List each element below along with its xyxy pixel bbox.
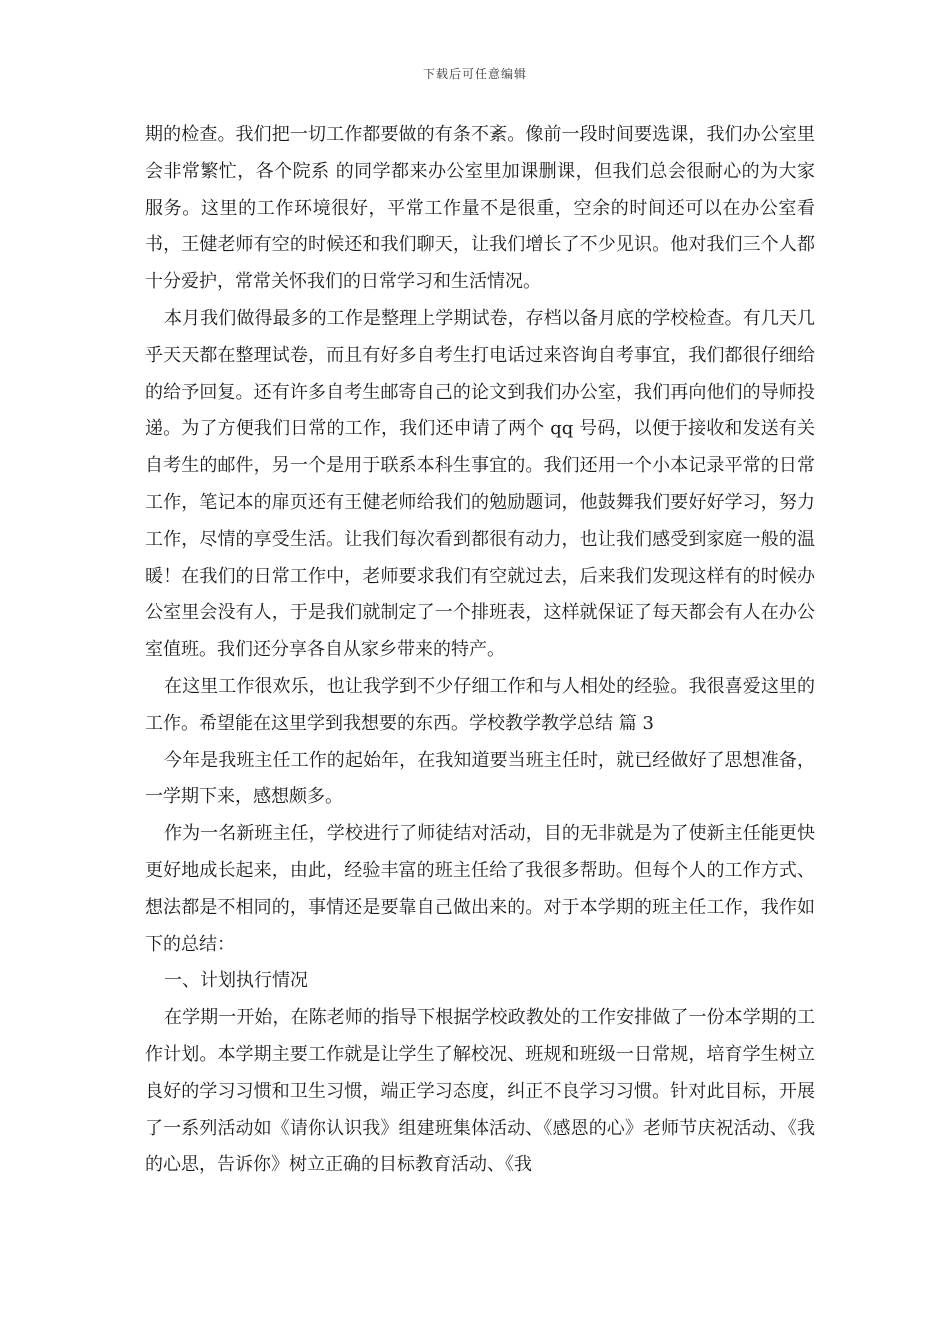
paragraph: 期的检查。我们把一切工作都要做的有条不紊。像前一段时间要选课，我们办公室里会非常繁忙，各个院系 的同学都来办公室里加课删课，但我们总会很耐心的为大家服务。这里的工作环境很好，平常工作量不是很重，空余的时间还可以在办公室看书，王健老师有空的时候还和我们聊天，让我们增长了不少见识。他对我们三个人都十分爱护，常常关怀我们的日常学习和生活情况。 xyxy=(145,124,815,293)
section-heading: 一、计划执行情况 xyxy=(164,970,308,992)
paragraph: 在学期一开始，在陈老师的指导下根据学校政教处的工作安排做了一份本学期的工作计划。本学期主要工作就是让学生了解校况、班规和班级一日常规，培育学生树立良好的学习习惯和卫生习惯，端正学习态度，纠正不良学习习惯。针对此目标，开展了一系列活动如《请你认识我》组建班集体活动、《感恩的心》老师节庆祝活动、《我的心思，告诉你》树立正确的目标教育活动、《我 xyxy=(145,1007,815,1176)
paragraph: 作为一名新班主任，学校进行了师徒结对活动，目的无非就是为了使新主任能更快更好地成长起来，由此，经验丰富的班主任给了我很多帮助。但每个人的工作方式、想法都是不相同的，事情还是要靠自己做出来的。对于本学期的班主任工作，我作如下的总结： xyxy=(145,823,815,955)
page-header: 下载后可任意编辑 xyxy=(422,67,527,81)
paragraph: 本月我们做得最多的工作是整理上学期试卷，存档以备月底的学校检查。有几天几乎天天都在整理试卷，而且有好多自考生打电话过来咨询自考事宜，我们都很仔细给的给予回复。还有许多自考生邮寄自己的论文到我们办公室，我们再向他们的导师投递。为了方便我们日常的工作，我们还申请了两个 qq 号码，以便于接收和发送有关自考生的邮件，另一个是用于联系本科生事宜的。我们还用一个小本记录平常的日常工作，笔记本的扉页还有王健老师给我们的勉励题词，他鼓舞我们要好好学习，努力工作，尽情的享受生活。让我们每次看到都很有动力，也让我们感受到家庭一般的温暖！在我们的日常工作中，老师要求我们有空就过去，后来我们发现这样有的时候办公室里会没有人，于是我们就制定了一个排班表，这样就保证了每天都会有人在办公室值班。我们还分享各自从家乡带来的特产。 xyxy=(145,307,815,661)
paragraph: 在这里工作很欢乐，也让我学到不少仔细工作和与人相处的经验。我很喜爱这里的工作。希望能在这里学到我想要的东西。学校教学教学总结 篇 3 xyxy=(145,675,815,734)
paragraph: 今年是我班主任工作的起始年，在我知道要当班主任时，就已经做好了思想准备，一学期下来，感想颇多。 xyxy=(145,749,815,808)
document-body xyxy=(145,117,815,1184)
